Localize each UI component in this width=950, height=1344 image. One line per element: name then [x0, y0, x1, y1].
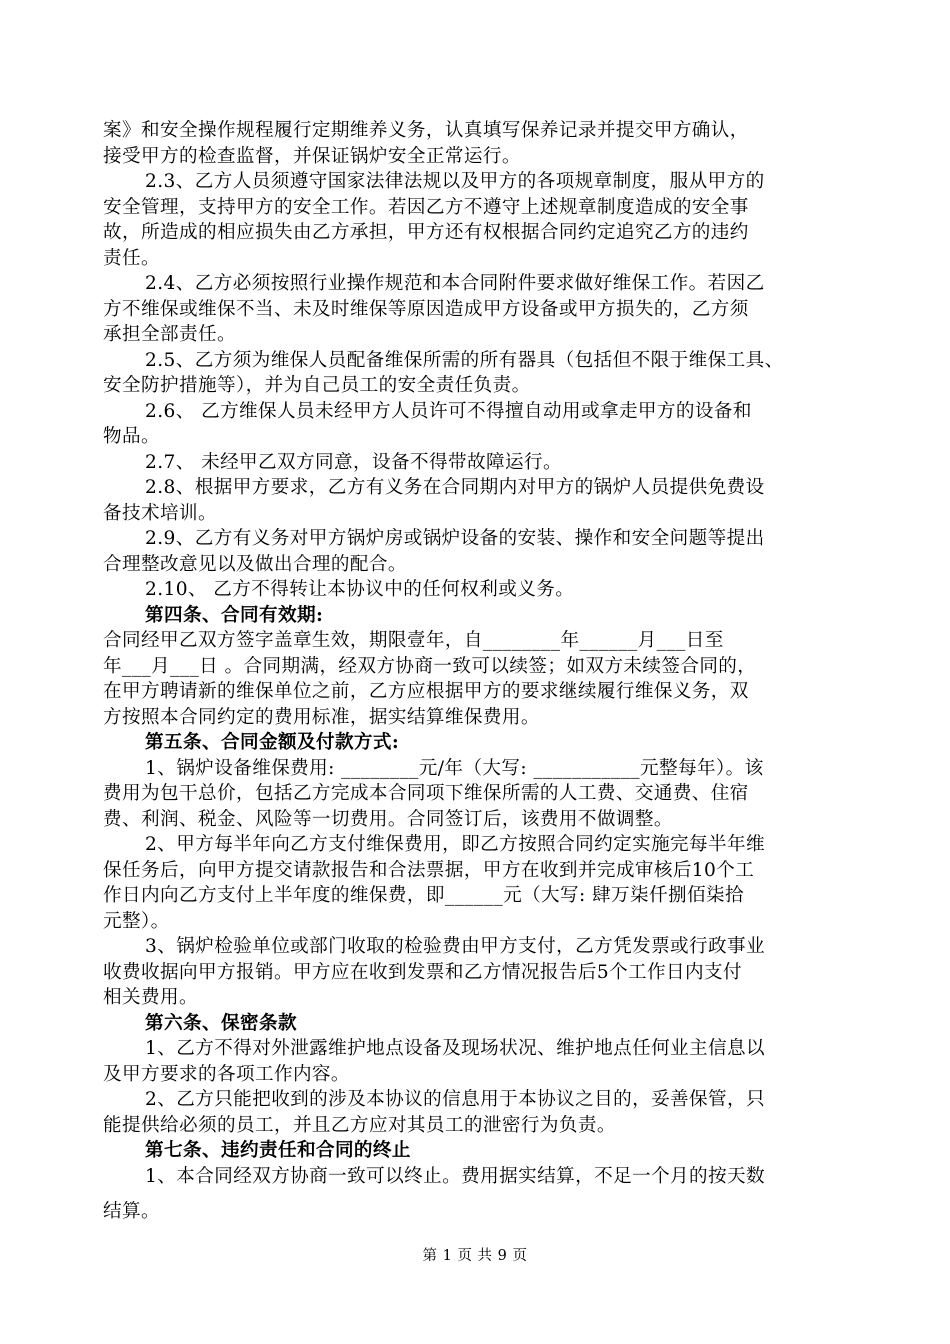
- text-line: 2.4、乙方必须按照行业操作规范和本合同附件要求做好维保工作。若因乙: [145, 273, 765, 294]
- text-line: 2、甲方每半年向乙方支付维保费用，即乙方按照合同约定实施完每半年维: [145, 834, 766, 855]
- text-line: 2.8、根据甲方要求，乙方有义务在合同期内对甲方的锅炉人员提供免费设: [145, 477, 765, 498]
- text-line: 备技术培训。: [103, 502, 217, 524]
- text-line: 责任。: [103, 247, 160, 269]
- section-heading: 第六条、保密条款: [145, 1012, 297, 1034]
- text-line: 合理整改意见以及做出合理的配合。: [103, 553, 407, 575]
- text-line: 3、锅炉检验单位或部门收取的检验费由甲方支付，乙方凭发票或行政事业: [145, 936, 766, 957]
- text-line: 在甲方聘请新的维保单位之前，乙方应根据甲方的要求继续履行维保义务，双: [103, 681, 749, 702]
- text-line: 费、利润、税金、风险等一切费用。合同签订后，该费用不做调整。: [103, 808, 673, 830]
- text-line: 故，所造成的相应损失由乙方承担，甲方还有权根据合同约定追究乙方的违约: [103, 222, 749, 243]
- text-line: 合同经甲乙双方签字盖章生效，期限壹年，自________年______月___日至: [103, 630, 724, 651]
- text-line: 1、本合同经双方协商一致可以终止。费用据实结算，不足一个月的按天数: [145, 1165, 766, 1187]
- text-line: 安全管理，支持甲方的安全工作。若因乙方不遵守上述规章制度造成的安全事: [103, 196, 749, 218]
- text-line: 能提供给必须的员工，并且乙方应对其员工的泄密行为负责。: [103, 1114, 616, 1136]
- text-line: 2.7、 未经甲乙双方同意，设备不得带故障运行。: [145, 451, 562, 473]
- text-line: 结算。: [103, 1201, 160, 1222]
- text-line: 年___月___日 。合同期满，经双方协商一致可以续签；如双方未续签合同的，: [103, 655, 757, 677]
- text-line: 接受甲方的检查监督，并保证锅炉安全正常运行。: [103, 145, 521, 167]
- text-line: 2.3、乙方人员须遵守国家法律法规以及甲方的各项规章制度，服从甲方的: [145, 171, 765, 192]
- text-line: 作日内向乙方支付上半年度的维保费，即______元（大写: 肆万柒仟捌佰柒拾: [103, 885, 744, 906]
- text-line: 2.10、 乙方不得转让本协议中的任何权利或义务。: [145, 579, 575, 600]
- text-line: 收费收据向甲方报销。甲方应在收到发票和乙方情况报告后5个工作日内支付: [103, 961, 743, 983]
- text-line: 案》和安全操作规程履行定期维养义务，认真填写保养记录并提交甲方确认，: [103, 120, 749, 141]
- text-line: 费用为包干总价，包括乙方完成本合同项下维保所需的人工费、交通费、住宿: [103, 783, 749, 804]
- text-line: 及甲方要求的各项工作内容。: [103, 1063, 350, 1085]
- text-line: 方按照本合同约定的费用标准，据实结算维保费用。: [103, 706, 540, 728]
- section-heading: 第四条、合同有效期:: [145, 604, 324, 626]
- text-line: 1、乙方不得对外泄露维护地点设备及现场状况、维护地点任何业主信息以: [145, 1038, 766, 1059]
- text-line: 元整）。: [103, 910, 170, 932]
- text-line: 2、乙方只能把收到的涉及本协议的信息用于本协议之目的，妥善保管，只: [145, 1089, 766, 1110]
- text-line: 承担全部责任。: [103, 324, 236, 345]
- section-heading: 第七条、违约责任和合同的终止: [145, 1140, 411, 1161]
- text-line: 相关费用。: [103, 987, 198, 1008]
- text-line: 2.6、 乙方维保人员未经甲方人员许可不得擅自动用或拿走甲方的设备和: [145, 400, 752, 422]
- document-body: [103, 118, 857, 1225]
- section-heading: 第五条、合同金额及付款方式:: [145, 732, 400, 753]
- text-line: 方不维保或维保不当、未及时维保等原因造成甲方设备或甲方损失的，乙方须: [103, 298, 749, 320]
- text-line: 2.9、乙方有义务对甲方锅炉房或锅炉设备的安装、操作和安全问题等提出: [145, 528, 765, 549]
- page-footer: 第 1 页 共 9 页: [422, 1248, 528, 1264]
- text-line: 1、锅炉设备维保费用: ________元/年（大写: ___________元整每年）。该: [145, 757, 764, 779]
- text-line: 保任务后，向甲方提交请款报告和合法票据，甲方在收到并完成审核后10个工: [103, 859, 755, 881]
- text-line: 物品。: [103, 426, 160, 447]
- text-line: 安全防护措施等），并为自己员工的安全责任负责。: [103, 375, 531, 396]
- text-line: 2.5、乙方须为维保人员配备维保所需的所有器具（包括但不限于维保工具、: [145, 349, 784, 371]
